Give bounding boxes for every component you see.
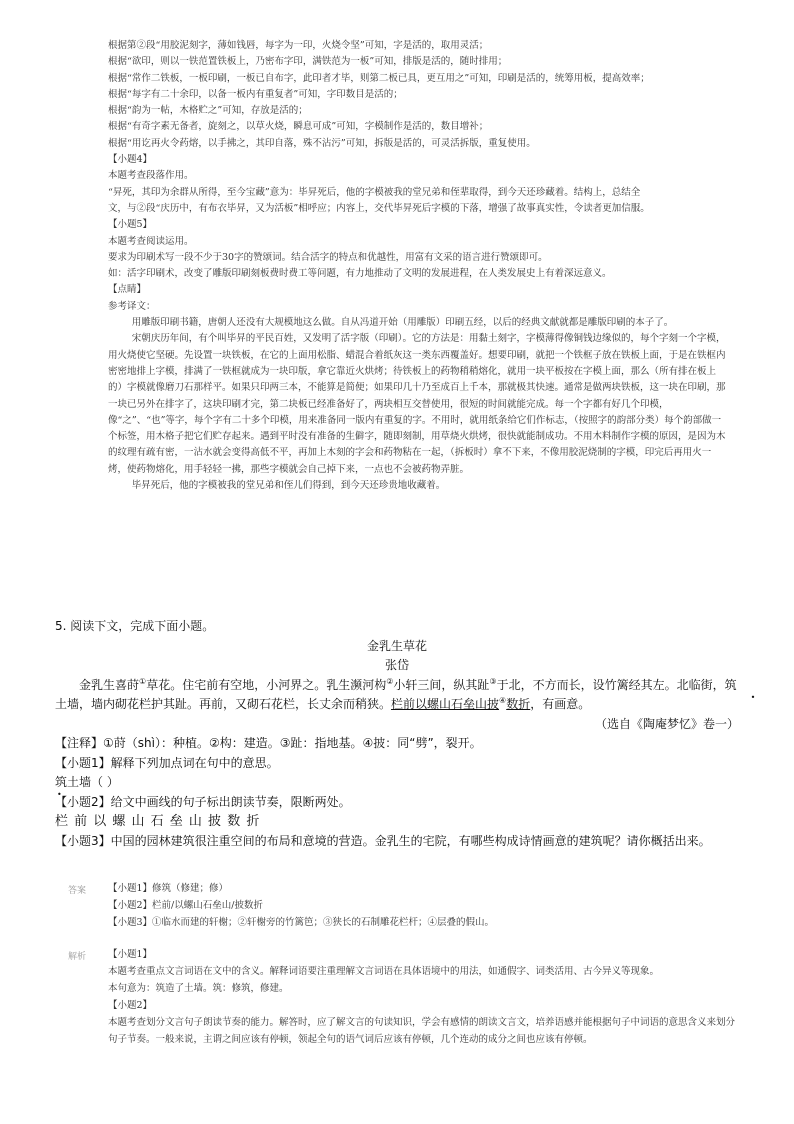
dotted-word: 筑 • [725, 678, 737, 692]
text-line: 根据第②段“用胶泥刻字，薄如钱唇，每字为一印，火烧令坚”可知，字是活的，取用灵活； [108, 40, 489, 51]
translation-paragraph: 毕昇死后，他的字模被我的堂兄弟和侄儿们得到，到今天还珍贵地收藏着。 [131, 480, 446, 492]
subquestion-2-sentence: 栏 前 以 螺 山 石 垒 山 披 数 折 [55, 814, 261, 829]
subquestion-1-item: 筑土墙（ ） [55, 775, 119, 789]
text-line: 根据“欲印，则以一铁范置铁板上，乃密布字印，满铁范为一板”可知，排版是活的，随时排用； [108, 56, 508, 68]
passage-title: 金乳生草花 [366, 638, 427, 653]
text-line: 参考译文： [108, 300, 156, 312]
passage-author: 张岱 [384, 658, 409, 672]
analysis-tag: 解析 [68, 952, 87, 962]
text-line: 要求为印刷术写一段不少于30字的赞颂词。结合活字的特点和优越性，用富有文采的语言进行赞颂即可。 [108, 251, 548, 263]
subquestion-1: 【小题1】解释下列加点词在句中的意思。 [55, 755, 279, 770]
passage-source: （选自《陶庵梦忆》卷一） [594, 716, 739, 731]
subquestion-label: 【小题5】 [108, 219, 153, 231]
analysis-line: 本题考查划分文言句子朗读节奏的能力。解答时，应了解文言的句读知识，学会有感情的朗读文言文，培养语感并能根据句子中词语的意思含义来划分句子节奏。一般来说，主谓之间应该有停顿，领起全句的语气词后应该有停顿，几个连动的成分之间也应该有停顿。 [108, 1017, 736, 1045]
answer-line: 【小题2】栏前/以螺山石垒山/披数折 [108, 900, 263, 911]
text-line: 根据“韵为一帖，木格贮之”可知，存放是活的； [108, 105, 308, 117]
analysis-line: 本题考查重点文言词语在文中的含义。解释词语要注重理解文言词语在具体语境中的用法，如通假字、词类活用、古今异义等现象。 [108, 966, 660, 977]
subquestion-2: 【小题2】给文中画线的句子标出朗读节奏，限断两处。 [55, 794, 351, 809]
passage-text: 金乳生喜莳①草花。住宅前有空地，小河界之。乳生濒河构②小轩三间，纵其趾③于北，不方而长，设竹篱经其左。北临街，筑 •土墙，墙内砌花栏护其趾。再前，又砌石花栏，长丈余而稍狭。栏前以螺山石垒山披④数折，有画意。 [55, 676, 739, 715]
text-line: 根据“常作二铁板，一板印刷，一板已自布字，此印者才毕，则第二板已具，更互用之”可知，印刷是活的，统筹用板，提高效率； [108, 72, 650, 84]
answer-line: 【小题1】修筑（修建；修） [108, 883, 229, 894]
text-line: 如：活字印刷术，改变了雕版印刷刻板费时费工等问题，有力地推动了文明的发展进程，在人类发展史上有着深远意义。 [108, 268, 612, 280]
analysis-line: 本句意为：筑造了土墙。筑：修筑，修建。 [108, 983, 289, 994]
question-heading: 5. 阅读下文，完成下面小题。 [55, 619, 215, 633]
text-line: 文，与②段“庆历中，有布衣毕昇，又为活板”相呼应；内容上，交代毕昇死后字模的下落，增强了故事真实性，令读者更加信服。 [108, 202, 650, 214]
answer-section [68, 880, 738, 1048]
text-line: 根据“有奇字素无备者，旋刻之，以草火烧，瞬息可成”可知，字模制作是活的，数目增补； [108, 121, 489, 133]
analysis-line: 【小题1】 [108, 949, 153, 960]
analysis-line: 【小题2】 [108, 1000, 153, 1011]
translation-paragraph: 用雕版印刷书籍，唐朝人还没有大规模地这么做。自从冯道开始（用雕版）印刷五经，以后的经典文献就都是雕版印刷的本子了。 [131, 317, 674, 329]
translation-paragraph: 宋朝庆历年间，有个叫毕昇的平民百姓，又发明了活字版（印刷）。它的方法是：用黏土刻字，字模薄得像铜钱边缘似的，每个字刻一个字模，用火烧使它坚硬。先设置一块铁板，在它的上面用松脂、蜡混合着纸灰这一类东西覆盖好。想要印刷，就把一个铁框子放在铁板上面，于是在铁框内密密地排上字模，排满了一铁框就成为一块印版，拿它靠近火烘烤；待铁板上的药物稍稍熔化，就用一块平板按在字模上面，那么（所有排在板上的）字模就像磨刀石那样平。如果只印两三本，不能算是简便；如果印几十乃至成百上千本，那就极其快速。通常是做两块铁板，这一块在印刷，那一块已另外在排字了，这块印刷才完，第二块板已经准备好了，两块相互交替使用，很短的时间就能完成。每一个字都有好几个印模，像“之”、“也”等字，每个字有二十多个印模，用来准备同一版内有重复的字。不用时，就用纸条给它们作标志，（按照字的韵部分类）每个韵部做一个标签，用木格子把它们贮存起来。遇到平时没有准备的生僻字，随即刻制，用草烧火烘烤，很快就能制成功。不用木料制作字模的原因，是因为木的纹理有疏有密，一沾水就会变得高低不平，再加上木刻的字会和药物粘在一起，（拆板时）拿不下来，不像用胶泥烧制的字模，印完后再用火一烤，使药物熔化，用手轻轻一拂，那些字模就会自己掉下来，一点也不会被药物弄脏。 [108, 333, 726, 475]
text-line: 根据“用讫再火令药熔，以手拂之，其印自落，殊不沾污”可知，拆版是活的，可灵活拆版，重复使用。 [108, 137, 536, 149]
answer-tag: 答案 [68, 886, 87, 896]
subquestion-label: 【小题4】 [108, 154, 153, 166]
text-line: “昇死，其印为余群从所得，至今宝藏”意为：毕昇死后，他的字模被我的堂兄弟和侄辈取得，到今天还珍藏着。结构上，总结全 [108, 186, 641, 198]
subquestion-3: 【小题3】中国的园林建筑很注重空间的布局和意境的营造。金乳生的宅院，有哪些构成诗情画意的建筑呢？请你概括出来。 [55, 833, 711, 848]
passage-notes: 【注释】①莳（shì）：种植。②构：建造。③趾：指地基。④披：同“劈”，裂开。 [55, 736, 482, 750]
text-line: 本题考查段落作用。 [108, 170, 194, 182]
question-5 [55, 617, 739, 851]
underlined-sentence: 栏前以螺山石垒山披 [391, 697, 500, 711]
highlight-label: 【点睛】 [108, 284, 147, 296]
text-line: 本题考查阅读运用。 [108, 235, 194, 247]
previous-answer-section [108, 38, 728, 494]
text-line: 根据“每字有二十余印，以备一板内有重复者”可知，字印数目是活的； [108, 88, 403, 100]
answer-line: 【小题3】①临水而建的轩榭；②轩榭旁的竹篱笆；③狭长的石制雕花栏杆；④层叠的假山。 [108, 917, 495, 928]
